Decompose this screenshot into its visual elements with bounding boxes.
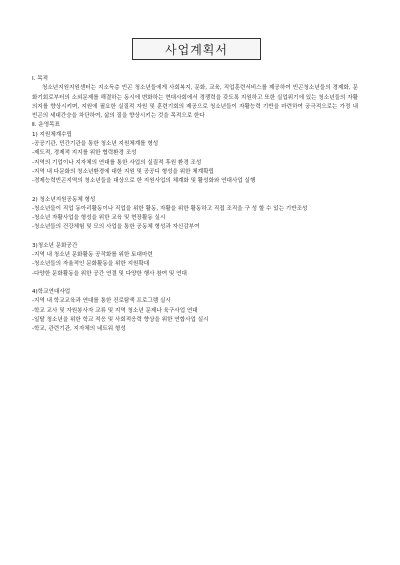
goal-group-title: 1) 지원체계수립 xyxy=(32,131,72,138)
goal-item: -지역의 기업이나 지자체의 연대를 통한 사업의 실질적 후원 환경 조성 xyxy=(32,159,202,166)
goal-item: -지역 내 다문화의 청소년환경에 대한 지원 및 공공디 형성을 위한 체계확립 xyxy=(32,168,214,175)
spacer xyxy=(32,187,358,196)
spacer xyxy=(32,233,358,242)
goal-item: -지역 내 청소년 문화활동 공작화를 위한 토대마련 xyxy=(32,252,153,259)
goal-item: -학교, 관련기관, 지자체의 네트워 형성 xyxy=(32,326,126,333)
spacer xyxy=(32,279,358,288)
goal-item: -청소년들이 직업 동아리활동이나 직업을 위한 활동, 자활을 위한 활동하고 직접 조직을 구 성 할 수 있는 기반조성 xyxy=(32,205,308,212)
goal-item: -일탈 청소년을 위한 학교 적응 및 사회적응력 향상을 위한 연합사업 실시 xyxy=(32,316,209,323)
section1-heading: Ⅰ. 목적 xyxy=(32,76,49,82)
goal-item: -청소년들의 자율적인 문화활동을 위한 지원확대 xyxy=(32,261,150,268)
goal-item: -제도적, 경제적 지지를 위한 협력환경 조성 xyxy=(32,150,137,157)
goal-item: -청소년들의 건강체험 및 모의 사업을 통한 공동체 형성과 자신감부여 xyxy=(32,224,200,231)
goal-item: -다양한 문화활동을 위한 공간 연결 및 다양한 행사 참여 및 연대 xyxy=(32,270,187,277)
goal-item: -공공기관, 민간기관을 통한 청소년 지원체계를 형성 xyxy=(32,141,159,148)
goal-item: -청소년 자활사업을 형성을 위한 교육 및 현장활동 실시 xyxy=(32,215,166,222)
goal-item: -경제능력빈곤지역의 청소년들을 대상으로 한 지원사업의 체계화 및 활성화와 연대사업 실행 xyxy=(32,178,256,185)
document-title: 사업계획서 xyxy=(132,38,261,60)
goal-item: -학교 교사 및 자원봉사자 교류 및 지역 청소년 문제나 육구사업 연대 xyxy=(32,307,198,314)
goal-group-title: 2) 청소년지원공동체 형성 xyxy=(32,196,96,203)
section2-heading: Ⅱ. 운영목표 xyxy=(32,122,60,129)
goal-group-title: 4)학교연대사업 xyxy=(32,288,71,295)
goal-group-title: 3)청소년 문화공간 xyxy=(32,242,78,249)
section1-paragraph: 청소년지원지원센터는 지소득층 빈곤 청소년들에게 사회복지, 문화, 교육, 직업훈련서비스를 제공하여 빈곤청소년들의 경제화, 문화기회로부터의 소외문제를 해결하는 동시에 변화하는 현대사회에서 경쟁력을 갖도록 지원하고 또한 실업위기에 있는 청소년들의 자활의지를 향상시키며, 지원에 필요한 실질적 자원 및 훈련기회의 제공으로 청소년들이 자활능력 기반을 마련하여 궁극적으로는 가정 내 빈곤의 세대간승을 차단하여, 삶의 질을 향상시키는 것을 목적으로 한다 xyxy=(32,85,358,120)
goal-item: -지역 내 학교교육과 연대를 통한 진로탐색 프로그램 실시 xyxy=(32,298,171,305)
document-body xyxy=(32,75,358,334)
